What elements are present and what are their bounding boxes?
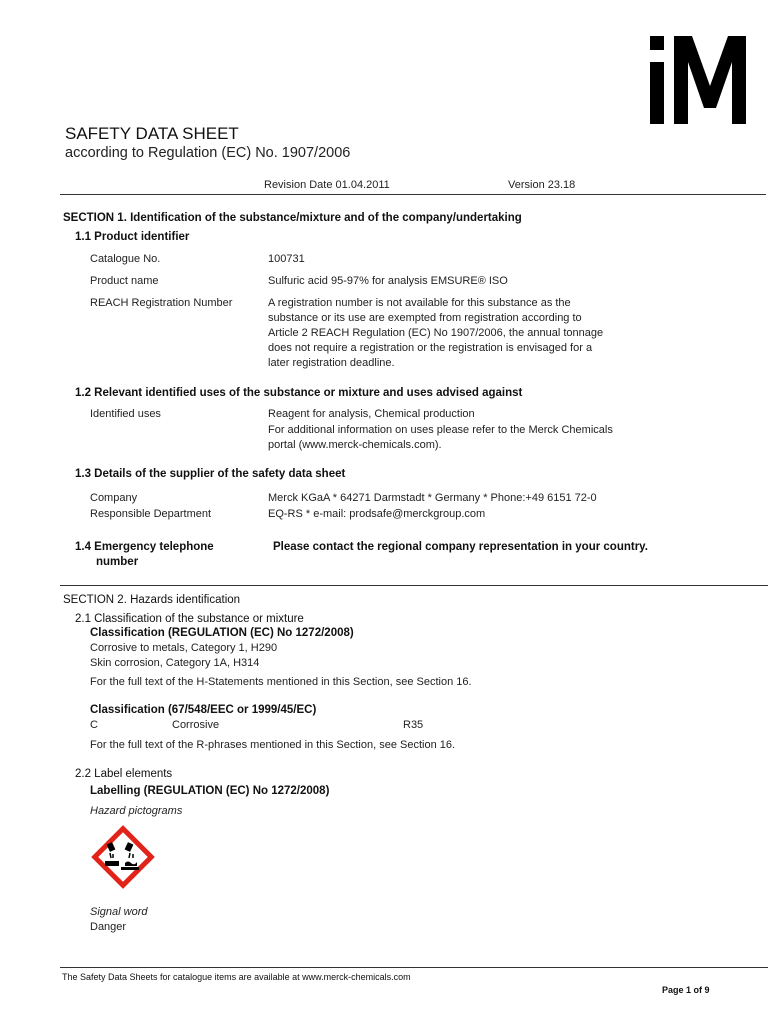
- product-value: Sulfuric acid 95-97% for analysis EMSURE® ISO: [268, 275, 508, 287]
- s22-heading: 2.2 Label elements: [75, 768, 173, 780]
- page-number: Page 1 of 9: [662, 985, 710, 995]
- reach-line: A registration number is not available for this substance as the: [268, 297, 571, 309]
- reach-line: does not require a registration or the registration is envisaged for a: [268, 342, 593, 354]
- s21-heading: 2.1 Classification of the substance or mixture: [75, 613, 304, 625]
- product-label: Product name: [90, 275, 159, 287]
- s14-heading: 1.4 Emergency telephone: [75, 541, 214, 553]
- uses-line: portal (www.merck-chemicals.com).: [268, 439, 442, 451]
- s11-heading: 1.1 Product identifier: [75, 231, 190, 243]
- r-phrases-note: For the full text of the R-phrases mentioned in this Section, see Section 16.: [90, 739, 456, 751]
- section1-heading: SECTION 1. Identification of the substance/mixture and of the company/undertaking: [63, 212, 522, 224]
- reach-line: Article 2 REACH Regulation (EC) No 1907/2006, the annual tonnage: [268, 327, 604, 339]
- classification-line: Corrosive to metals, Category 1, H290: [90, 642, 278, 654]
- emergency-value: Please contact the regional company representation in your country.: [273, 541, 648, 553]
- pictograms-label: Hazard pictograms: [90, 805, 183, 817]
- department-value: EQ-RS * e-mail: prodsafe@merckgroup.com: [268, 508, 486, 520]
- revision-date: Revision Date 01.04.2011: [264, 179, 390, 191]
- classification-line: Skin corrosion, Category 1A, H314: [90, 657, 260, 669]
- reach-label: REACH Registration Number: [90, 297, 233, 309]
- document-subtitle: according to Regulation (EC) No. 1907/2006: [65, 145, 351, 161]
- s13-heading: 1.3 Details of the supplier of the safety data sheet: [75, 468, 346, 480]
- corrosion-pictogram-icon: [89, 823, 157, 891]
- classification-heading: Classification (REGULATION (EC) No 1272/2008): [90, 627, 354, 639]
- labelling-heading: Labelling (REGULATION (EC) No 1272/2008): [90, 785, 330, 797]
- uses-line: Reagent for analysis, Chemical production: [268, 408, 475, 420]
- company-label: Company: [90, 492, 138, 504]
- classification2-name: Corrosive: [172, 719, 220, 731]
- document-title: SAFETY DATA SHEET: [65, 124, 239, 143]
- signal-word-value: Danger: [90, 921, 127, 933]
- merck-logo: [648, 36, 758, 124]
- uses-line: For additional information on uses please refer to the Merck Chemicals: [268, 424, 613, 436]
- company-value: Merck KGaA * 64271 Darmstadt * Germany * Phone:+49 6151 72-0: [268, 492, 597, 504]
- classification2-code: C: [90, 719, 98, 731]
- section-divider: [60, 585, 768, 586]
- department-label: Responsible Department: [90, 508, 212, 520]
- classification2-r: R35: [403, 719, 424, 731]
- header-divider: [60, 194, 766, 195]
- signal-word-label: Signal word: [90, 906, 148, 918]
- version: Version 23.18: [508, 179, 576, 191]
- uses-label: Identified uses: [90, 408, 161, 420]
- h-statements-note: For the full text of the H-Statements mentioned in this Section, see Section 16.: [90, 676, 472, 688]
- s12-heading: 1.2 Relevant identified uses of the substance or mixture and uses advised against: [75, 387, 523, 399]
- catalogue-label: Catalogue No.: [90, 253, 161, 265]
- reach-line: substance or its use are exempted from registration according to: [268, 312, 582, 324]
- section2-heading: SECTION 2. Hazards identification: [63, 594, 241, 606]
- s14-heading-cont: number: [96, 556, 139, 568]
- footer-divider: [60, 967, 768, 968]
- catalogue-value: 100731: [268, 253, 305, 265]
- classification2-heading: Classification (67/548/EEC or 1999/45/EC): [90, 704, 317, 716]
- footer-note: The Safety Data Sheets for catalogue items are available at www.merck-chemicals.com: [62, 972, 411, 982]
- reach-line: later registration deadline.: [268, 357, 395, 369]
